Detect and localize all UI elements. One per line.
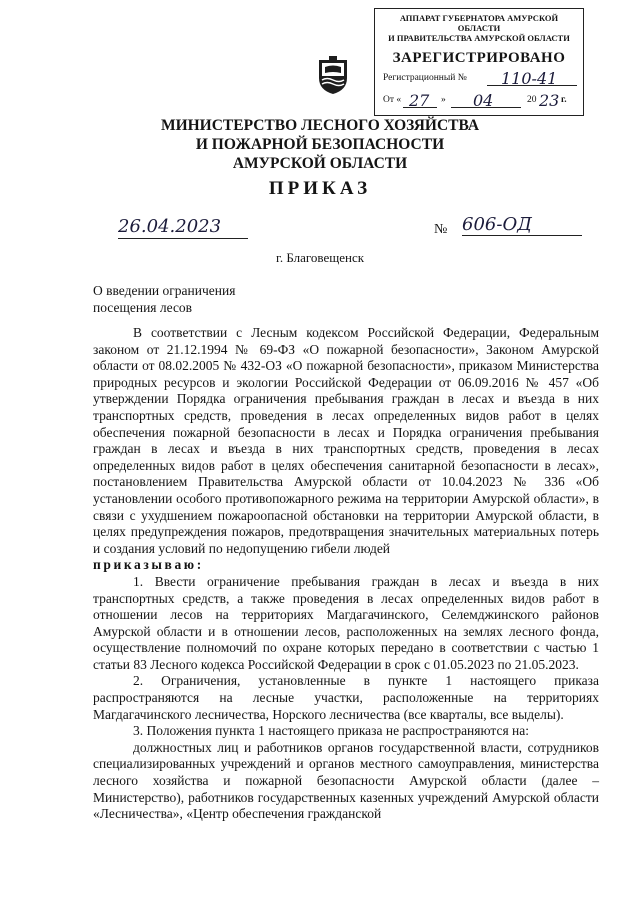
order-number: 606-ОД: [462, 214, 582, 236]
order-date: 26.04.2023: [118, 216, 248, 239]
stamp-month: 04: [473, 91, 494, 110]
order-body: [93, 325, 599, 823]
ministry-line2: И ПОЖАРНОЙ БЕЗОПАСНОСТИ: [195, 136, 445, 153]
stamp-day: 27: [409, 91, 430, 110]
stamp-organization-line2: И ПРАВИТЕЛЬСТВА АМУРСКОЙ ОБЛАСТИ: [388, 33, 570, 43]
stamp-organization-line1: АППАРАТ ГУБЕРНАТОРА АМУРСКОЙ ОБЛАСТИ: [399, 13, 559, 33]
registration-stamp: [374, 8, 584, 116]
order-title: ПРИКАЗ: [268, 178, 372, 199]
stamp-reg-number: 110-41: [501, 69, 558, 88]
ministry-name: [140, 116, 500, 173]
stamp-quote-close: »: [441, 95, 446, 105]
amur-coat-of-arms-icon: [316, 56, 350, 96]
clause-1-paragraph: 1. Ввести ограничение пребывания граждан в лесах и въезда в них транспортных средств, а также проведения в лесах определенных видов работ в отношении лесов на территориях Магдагачинского, Селемджинского районов Амурской области и в отношении лесов, расположенных на землях лесного фонда, осуществление полномочий по охране которых передано в соответствии с частью 1 статьи 83 Лесного кодекса Российской Федерации в срок с 01.05.2023 по 21.05.2023.: [93, 573, 599, 672]
order-number-sign: №: [434, 222, 448, 237]
clause-3-exceptions-paragraph: должностных лиц и работников органов государственной власти, сотрудников специализированных учреждений и органов местного самоуправления, министерства лесного хозяйства и пожарной безопасности Амурской области (далее – Министерство), работников государственных казенных учреждений Амурской области «Лесничества», «Центр обеспечения гражданской: [93, 739, 599, 822]
clause-3-paragraph: 3. Положения пункта 1 настоящего приказа не распространяются на:: [133, 723, 530, 739]
stamp-from-label: От «: [383, 95, 402, 105]
stamp-year-unit: г.: [561, 95, 567, 105]
stamp-title: ЗАРЕГИСТРИРОВАНО: [392, 50, 566, 66]
prikazyvayu-heading: приказываю:: [93, 557, 204, 573]
order-city: г. Благовещенск: [275, 250, 365, 265]
ministry-line1: МИНИСТЕРСТВО ЛЕСНОГО ХОЗЯЙСТВА: [160, 117, 480, 134]
stamp-year-prefix: 20: [527, 95, 537, 105]
ministry-line3: АМУРСКОЙ ОБЛАСТИ: [232, 155, 408, 172]
subject-line2: посещения лесов: [93, 300, 193, 315]
order-subject: [93, 282, 373, 316]
stamp-reg-label: Регистрационный №: [383, 73, 467, 83]
stamp-date-row: [383, 91, 575, 111]
preamble-paragraph: В соответствии с Лесным кодексом Российской Федерации, Федеральным законом от 21.12.1994 № 69-ФЗ «О пожарной безопасности», Законом Амурской области от 08.02.2005 № 432-ОЗ «О пожарной безопасности», приказом Министерства природных ресурсов и экологии Российской Федерации от 06.09.2016 № 457 «Об утверждении Порядка ограничения пребывания граждан в лесах и въезда в них транспортных средств, проведения в лесах определенных видов работ в целях обеспечения пожарной безопасности в лесах и Порядка ограничения пребывания граждан в лесах и въезда в них транспортных средств, проведения в лесах определенных видов работ в целях обеспечения санитарной безопасности в лесах», постановлением Правительства Амурской области от 10.04.2023 № 336 «Об установлении особого противопожарного режима на территории Амурской области», в связи с ухудшением пожароопасной обстановки на территории Амурской области, в целях предупреждения пожаров, предотвращения значительных материальных потерь и создания условий по недопущению гибели людей: [93, 325, 599, 556]
stamp-registration-row: [383, 69, 575, 89]
clause-2-paragraph: 2. Ограничения, установленные в пункте 1 настоящего приказа распространяются на лесные участки, расположенные на территориях Магдагачинского лесничества, Норского лесничества (все кварталы, все выделы).: [93, 673, 599, 722]
subject-line1: О введении ограничения: [93, 283, 236, 298]
stamp-year-suffix: 23: [539, 91, 560, 110]
